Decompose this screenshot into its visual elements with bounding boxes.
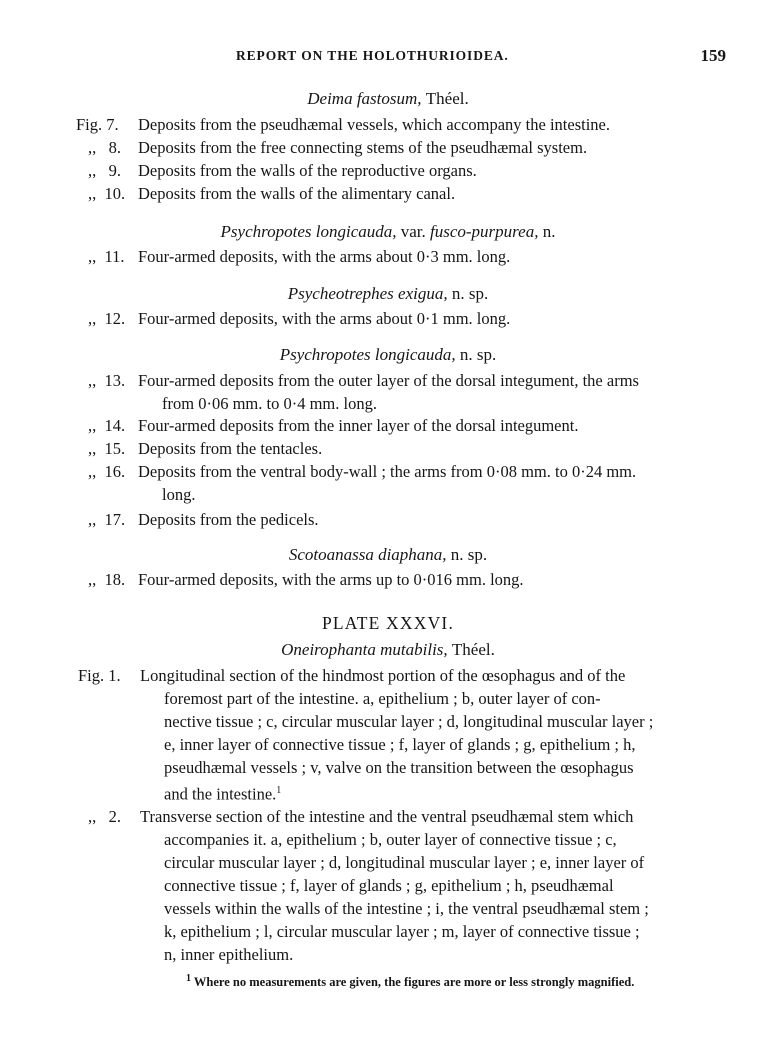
figure-label: ,, 13.	[88, 371, 126, 390]
figure-caption	[138, 245, 728, 268]
figure-caption	[140, 664, 730, 806]
species-name: Scotoanassa diaphana,	[288, 545, 447, 564]
caption-line: Transverse section of the intestine and the ventral pseudhæmal stem which	[140, 807, 634, 826]
caption-line: pseudhæmal vessels ; v, valve on the transition between the œsophagus	[164, 758, 634, 777]
figure-label: Fig. 7.	[76, 115, 119, 134]
caption-line: accompanies it. a, epithelium ; b, outer layer of connective tissue ; c,	[164, 830, 617, 849]
caption-line: Deposits from the tentacles.	[138, 439, 323, 458]
species-name: Psycheotrephes exigua,	[287, 284, 448, 303]
caption-line-text: and the intestine.	[164, 784, 277, 804]
plate-title: PLATE XXXVI.	[321, 613, 455, 633]
figure-label: ,, 9.	[88, 161, 121, 180]
caption-line: Longitudinal section of the hindmost portion of the œsophagus and of the	[140, 666, 626, 685]
caption-line: Deposits from the ventral body-wall ; the arms from 0·08 mm. to 0·24 mm.	[138, 462, 637, 481]
species-heading-psycheotrephes	[0, 284, 776, 304]
caption-line: Four-armed deposits from the inner layer of the dorsal integument.	[138, 416, 579, 435]
species-authority: n. sp.	[450, 545, 488, 564]
species-heading-scotoanassa	[0, 545, 776, 565]
figure-caption	[138, 113, 728, 136]
figure-caption	[138, 437, 728, 460]
figure-caption	[138, 369, 728, 415]
running-head-title: REPORT ON THE HOLOTHURIOIDEA.	[236, 48, 509, 63]
species-name: Psychropotes longicauda,	[279, 345, 456, 364]
variety-name: fusco-purpurea,	[430, 222, 539, 241]
running-head	[0, 48, 776, 70]
figure-caption	[138, 182, 728, 205]
caption-line: Deposits from the pseudhæmal vessels, which accompany the intestine.	[138, 115, 610, 134]
figure-label: ,, 10.	[88, 184, 126, 203]
caption-line: Four-armed deposits, with the arms about 0·3 mm. long.	[138, 247, 511, 266]
species-heading-psychropotes-var	[0, 222, 776, 242]
figure-label: ,, 11.	[88, 247, 125, 266]
caption-line: from 0·06 mm. to 0·4 mm. long.	[162, 394, 377, 413]
caption-line: circular muscular layer ; d, longitudinal muscular layer ; e, inner layer of	[164, 853, 645, 872]
variety-marker: var.	[400, 222, 426, 241]
species-heading-deima	[0, 89, 776, 109]
figure-caption	[138, 414, 728, 437]
species-authority: n. sp.	[459, 345, 497, 364]
caption-line: Four-armed deposits, with the arms up to 0·016 mm. long.	[138, 570, 524, 589]
caption-line: nective tissue ; c, circular muscular layer ; d, longitudinal muscular layer ;	[164, 712, 654, 731]
caption-line: Four-armed deposits, with the arms about 0·1 mm. long.	[138, 309, 511, 328]
caption-line: Deposits from the pedicels.	[138, 510, 319, 529]
caption-line: e, inner layer of connective tissue ; f, layer of glands ; g, epithelium ; h,	[164, 735, 636, 754]
figure-label: ,, 17.	[88, 510, 126, 529]
figure-label: ,, 16.	[88, 462, 126, 481]
figure-label: ,, 2.	[88, 807, 121, 826]
caption-line: k, epithelium ; l, circular muscular layer ; m, layer of connective tissue ;	[164, 922, 640, 941]
species-authority: n.	[542, 222, 556, 241]
caption-line: foremost part of the intestine. a, epithelium ; b, outer layer of con-	[164, 689, 601, 708]
figure-label: ,, 15.	[88, 439, 126, 458]
figure-label: ,, 14.	[88, 416, 126, 435]
footnote-text: Where no measurements are given, the figures are more or less strongly magnified.	[193, 975, 635, 990]
caption-line: Deposits from the free connecting stems of the pseudhæmal system.	[138, 138, 588, 157]
caption-line: long.	[162, 485, 196, 504]
figure-label: Fig. 1.	[78, 666, 121, 685]
figure-caption	[138, 136, 728, 159]
caption-line: n, inner epithelium.	[164, 945, 294, 964]
caption-line: Deposits from the walls of the reproductive organs.	[138, 161, 477, 180]
figure-caption	[138, 307, 728, 330]
figure-caption	[140, 805, 730, 966]
caption-line	[140, 779, 730, 806]
species-authority: Théel.	[425, 89, 469, 108]
caption-line: Four-armed deposits from the outer layer of the dorsal integument, the arms	[138, 371, 639, 390]
figure-caption	[138, 508, 728, 531]
caption-line: connective tissue ; f, layer of glands ; g, epithelium ; h, pseudhæmal	[164, 876, 614, 895]
species-heading-psychropotes	[0, 345, 776, 365]
species-authority: Théel.	[451, 640, 495, 659]
footnote-reference[interactable]: 1	[276, 785, 282, 796]
species-name: Oneirophanta mutabilis,	[281, 640, 448, 659]
caption-line: vessels within the walls of the intestine ; i, the ventral pseudhæmal stem ;	[164, 899, 649, 918]
page-number: 159	[700, 46, 726, 65]
footnote	[186, 973, 634, 990]
species-name: Psychropotes longicauda,	[220, 222, 397, 241]
footnote-mark: 1	[186, 973, 191, 984]
figure-caption	[138, 568, 728, 591]
species-name: Deima fastosum,	[307, 89, 422, 108]
species-heading-oneirophanta	[0, 640, 776, 660]
figure-caption	[138, 159, 728, 182]
figure-label: ,, 8.	[88, 138, 121, 157]
caption-line: Deposits from the walls of the alimentary canal.	[138, 184, 456, 203]
figure-caption	[138, 460, 728, 506]
figure-label: ,, 12.	[88, 309, 126, 328]
species-authority: n. sp.	[451, 284, 489, 303]
figure-label: ,, 18.	[88, 570, 126, 589]
